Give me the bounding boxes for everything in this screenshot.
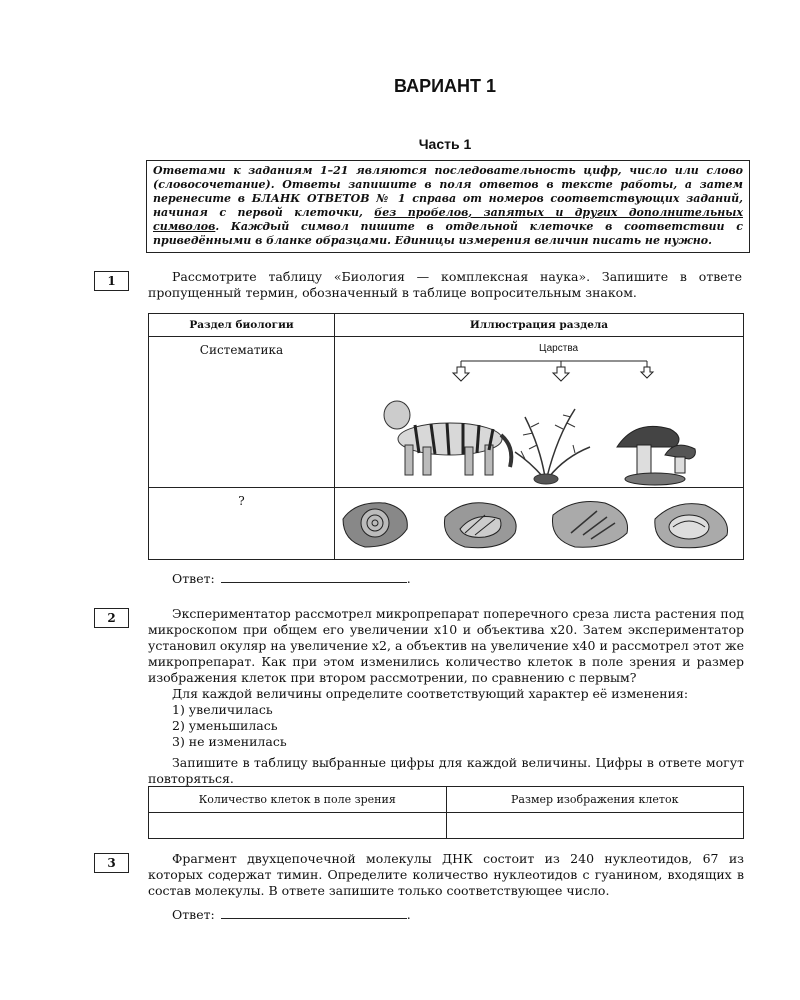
fossil-shell xyxy=(444,502,516,547)
question-2-subtext: Для каждой величины определите соответствующий характер её изменения: xyxy=(172,686,689,701)
q1-col1-header: Раздел биологии xyxy=(149,314,335,337)
q2-header-size: Размер изображения клеток xyxy=(446,787,744,813)
q1-answer-end: . xyxy=(406,571,411,586)
question-1-number: 1 xyxy=(94,271,129,291)
fossils-illustration xyxy=(335,489,743,559)
variant-title: ВАРИАНТ 1 xyxy=(393,76,497,96)
question-2-text xyxy=(148,606,744,787)
question-2-option-3: 3) не изменилась xyxy=(172,734,287,749)
instructions-box xyxy=(146,160,750,253)
kingdoms-arrows xyxy=(453,361,653,381)
q3-answer-label: Ответ: xyxy=(172,907,215,922)
q1-row2-section: ? xyxy=(149,488,335,560)
q3-answer-end: . xyxy=(406,907,411,922)
question-1-table xyxy=(148,313,744,560)
question-3-number: 3 xyxy=(94,853,129,873)
question-2-number: 2 xyxy=(94,608,129,628)
q2-answer-cells[interactable] xyxy=(149,813,447,839)
question-1-body: Рассмотрите таблицу «Биология — комплексная наука». Запишите в ответе пропущенный термин, обозначенный в таблице вопросительным знаком. xyxy=(148,269,742,300)
q1-answer-label: Ответ: xyxy=(172,571,215,586)
question-1-answer xyxy=(172,570,411,586)
kingdoms-illustration xyxy=(335,337,743,487)
instructions-main: Ответами к заданиям 1–21 являются последовательность цифр, число или слово (словосочетание). Ответы запишите в поля ответов в тексте работы, а затем перенесите в БЛАНК ОТВЕТОВ № 1 справа от номеров соответствующих заданий, начиная с первой клеточки, xyxy=(153,164,743,219)
question-3-text xyxy=(148,851,744,899)
kingdoms-caption: Царства xyxy=(539,343,579,354)
q2-answer-size[interactable] xyxy=(446,813,744,839)
question-2-body: Экспериментатор рассмотрел микропрепарат поперечного среза листа растения под микроскопом при общем его увеличении х10 и объектива х20. Затем экспериментатор установил окуляр на увеличение х2, а объектив на увеличение х40 и рассмотрел этот же микропрепарат. Как при этом изменились количество клеток в поле зрения и размер изображения клеток при втором рассмотрении, по сравнению с первым? xyxy=(148,606,744,685)
question-2-table xyxy=(148,786,744,839)
q1-row2-illustration xyxy=(335,488,744,560)
question-3-body: Фрагмент двухцепочечной молекулы ДНК состоит из 240 нуклеотидов, 67 из которых содержат тимин. Определите количество нуклеотидов с гуанином, входящих в состав молекулы. В ответе запишите только соответствующее число. xyxy=(148,851,744,898)
q1-row1-illustration xyxy=(335,337,744,488)
question-3-answer xyxy=(172,906,411,922)
fossil-plant-imprint xyxy=(552,501,627,547)
fern-image xyxy=(515,409,590,484)
fossil-ammonite-1 xyxy=(343,502,407,546)
q1-answer-field[interactable] xyxy=(221,570,407,583)
question-1-text xyxy=(148,269,742,301)
question-2-option-2: 2) уменьшилась xyxy=(172,718,278,733)
mushroom-image xyxy=(617,426,695,485)
fossil-brachiopod xyxy=(655,503,728,547)
q1-row1-section: Систематика xyxy=(149,337,335,488)
question-2-instruction: Запишите в таблицу выбранные цифры для каждой величины. Цифры в ответе могут повторяться. xyxy=(148,755,744,786)
q1-col2-header: Иллюстрация раздела xyxy=(335,314,744,337)
question-2-option-1: 1) увеличилась xyxy=(172,702,273,717)
instructions-end: . Каждый символ пишите в отдельной клеточке в соответствии с приведёнными в бланке образцами. Единицы измерения величин писать не нужно. xyxy=(153,220,743,247)
q3-answer-field[interactable] xyxy=(221,906,407,919)
tiger-image xyxy=(384,401,511,475)
part-title: Часть 1 xyxy=(418,136,472,152)
instructions-underlined: без пробелов, запятых и других дополнительных символов xyxy=(153,206,744,233)
q2-header-cells: Количество клеток в поле зрения xyxy=(149,787,447,813)
